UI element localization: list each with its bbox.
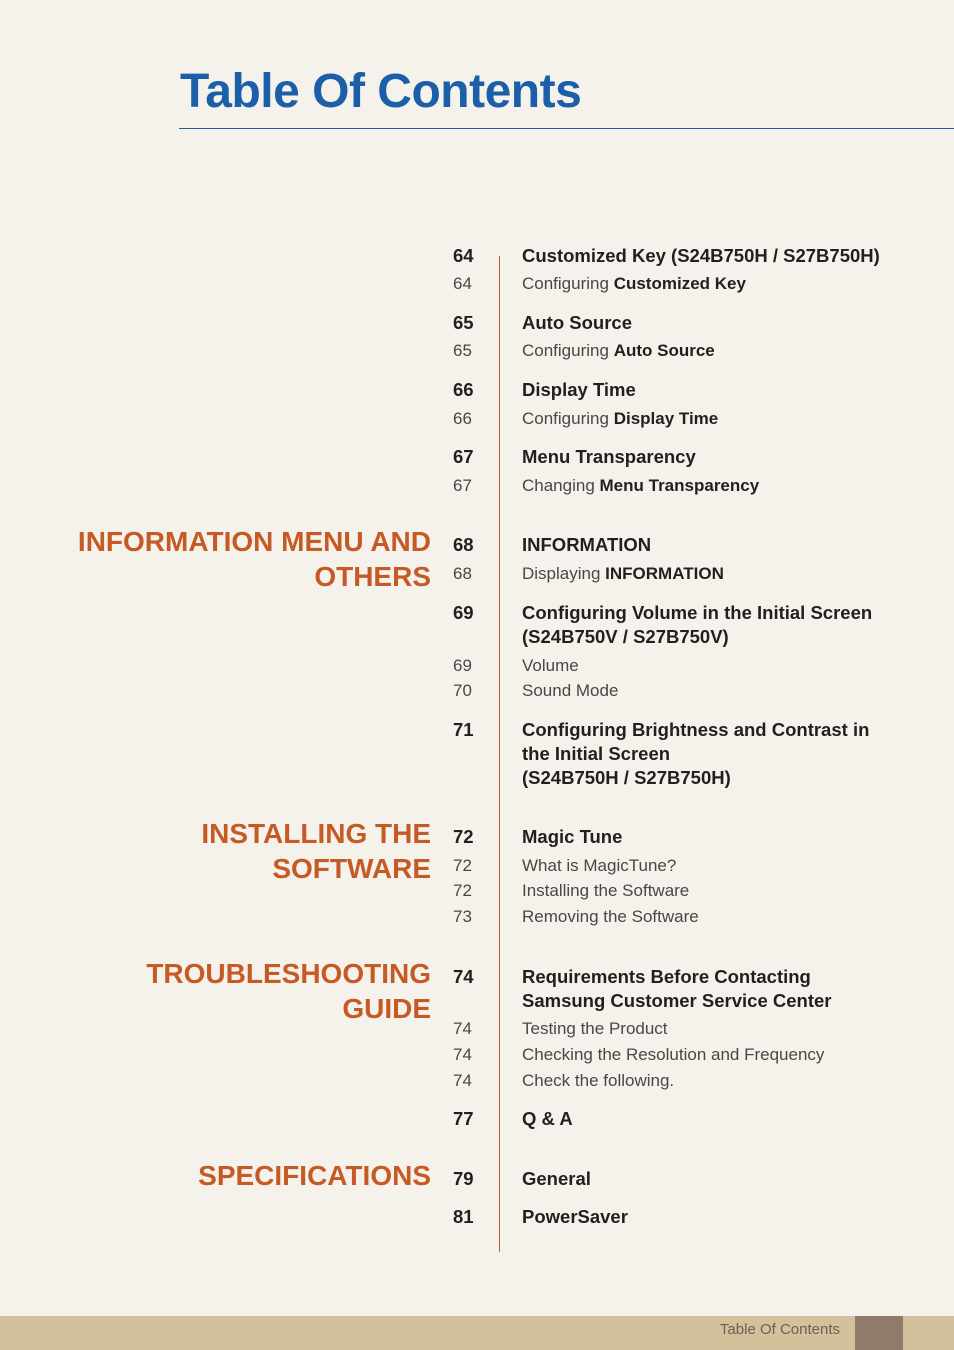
toc-entry[interactable]: Display Time: [522, 379, 636, 400]
section-heading-line: SPECIFICATIONS: [198, 1160, 431, 1191]
toc-page-number: 68: [453, 534, 474, 555]
section-heading-line: TROUBLESHOOTING: [146, 958, 431, 989]
toc-divider: [499, 256, 500, 1252]
toc-subentry-keyword: INFORMATION: [605, 564, 724, 583]
toc-subentry[interactable]: What is MagicTune?: [522, 856, 677, 875]
toc-page-number: 72: [453, 826, 474, 847]
toc-subentry-keyword: Display Time: [613, 409, 719, 428]
toc-entry[interactable]: General: [522, 1168, 591, 1189]
section-heading-line: SOFTWARE: [272, 853, 431, 884]
toc-page-number: 72: [453, 856, 472, 875]
toc-page-number: 77: [453, 1108, 474, 1129]
section-heading-installing-software[interactable]: [201, 816, 431, 886]
toc-page-number: 69: [453, 656, 472, 675]
toc-subentry[interactable]: Installing the Software: [522, 881, 690, 900]
toc-subentry[interactable]: [522, 474, 947, 498]
toc-entry[interactable]: [522, 601, 947, 649]
toc-entry[interactable]: [522, 965, 947, 1013]
toc-page-number: 74: [453, 1071, 472, 1090]
toc-subentry-prefix: Configuring: [522, 341, 609, 360]
toc-subentry[interactable]: Sound Mode: [522, 681, 619, 700]
toc-page-number: 71: [453, 719, 474, 740]
toc-page-number: 67: [453, 446, 474, 467]
toc-subentry-prefix: Configuring: [522, 409, 609, 428]
toc-subentry[interactable]: [522, 272, 947, 296]
toc-subentry[interactable]: [522, 562, 947, 586]
toc-entry-line: (S24B750H / S27B750H): [522, 767, 731, 788]
toc-page-number: 79: [453, 1168, 474, 1189]
section-heading-specifications[interactable]: [198, 1158, 431, 1193]
toc-page-number: 81: [453, 1206, 474, 1227]
toc-entry[interactable]: Auto Source: [522, 312, 632, 333]
toc-subentry[interactable]: Check the following.: [522, 1071, 675, 1090]
toc-subentry-keyword: Menu Transparency: [599, 476, 760, 495]
toc-subentry[interactable]: Removing the Software: [522, 907, 699, 926]
toc-subentry[interactable]: Checking the Resolution and Frequency: [522, 1045, 825, 1064]
toc-page-number: 68: [453, 564, 472, 583]
toc-subentry-prefix: Configuring: [522, 274, 609, 293]
toc-subentry[interactable]: [522, 339, 947, 363]
toc-subentry-prefix: Displaying: [522, 564, 601, 583]
toc-entry-line: Configuring Volume in the Initial Screen: [522, 602, 873, 623]
toc-entry[interactable]: INFORMATION: [522, 534, 652, 555]
toc-page-number: 66: [453, 409, 472, 428]
toc-page-number: 74: [453, 1019, 472, 1038]
toc-subentry[interactable]: Testing the Product: [522, 1019, 668, 1038]
toc-entry[interactable]: PowerSaver: [522, 1206, 628, 1227]
toc-entry-line: Configuring Brightness and Contrast in: [522, 719, 870, 740]
section-heading-information-menu[interactable]: [78, 524, 431, 594]
toc-entry-line: the Initial Screen: [522, 743, 671, 764]
toc-entry[interactable]: Customized Key (S24B750H / S27B750H): [522, 245, 880, 266]
toc-page-number: 70: [453, 681, 472, 700]
toc-entry[interactable]: [522, 718, 947, 790]
footer-page-box: [855, 1316, 903, 1350]
toc-page-number: 73: [453, 907, 472, 926]
toc-page-number: 67: [453, 476, 472, 495]
toc-subentry-keyword: Auto Source: [613, 341, 715, 360]
toc-entry[interactable]: Q & A: [522, 1108, 573, 1129]
toc-page-number: 66: [453, 379, 474, 400]
toc-entry-line: Samsung Customer Service Center: [522, 990, 832, 1011]
section-heading-line: OTHERS: [314, 561, 431, 592]
section-heading-line: GUIDE: [342, 993, 431, 1024]
toc-entry-line: (S24B750V / S27B750V): [522, 626, 729, 647]
toc-subentry[interactable]: Volume: [522, 656, 579, 675]
footer-label: Table Of Contents: [719, 1321, 840, 1338]
toc-page-number: 72: [453, 881, 472, 900]
section-heading-troubleshooting[interactable]: [146, 956, 431, 1026]
toc-page-number: 69: [453, 602, 474, 623]
toc-page-number: 65: [453, 312, 474, 333]
toc-subentry-prefix: Changing: [522, 476, 595, 495]
toc-page-number: 74: [453, 1045, 472, 1064]
toc-page-number: 64: [453, 274, 472, 293]
toc-subentry-keyword: Customized Key: [613, 274, 746, 293]
toc-entry[interactable]: Magic Tune: [522, 826, 623, 847]
page-title: Table Of Contents: [180, 65, 582, 118]
toc-page-number: 65: [453, 341, 472, 360]
title-rule: [179, 128, 954, 129]
toc-subentry[interactable]: [522, 407, 947, 431]
section-heading-line: INFORMATION MENU AND: [77, 526, 431, 557]
section-heading-line: INSTALLING THE: [201, 818, 431, 849]
toc-entry-line: Requirements Before Contacting: [522, 966, 811, 987]
toc-page-number: 74: [453, 966, 474, 987]
toc-page-number: 64: [453, 245, 474, 266]
toc-entry[interactable]: Menu Transparency: [522, 446, 696, 467]
